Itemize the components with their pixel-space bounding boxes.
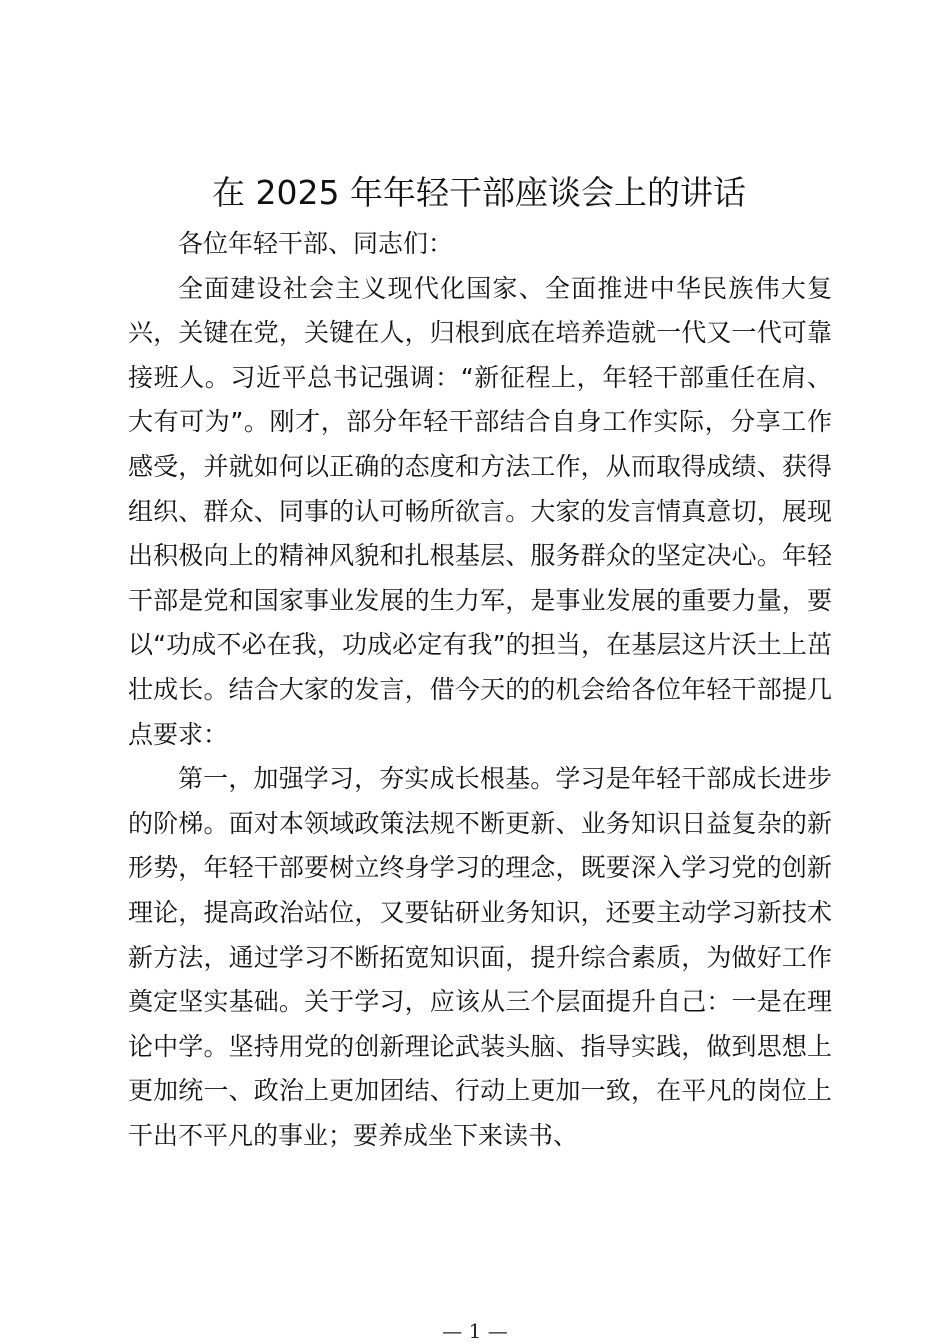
document-body xyxy=(128,222,832,1158)
page-number: — 1 — xyxy=(442,1319,508,1343)
salutation: 各位年轻干部、同志们： xyxy=(178,229,454,258)
paragraph-2: 第一，加强学习，夯实成长根基。学习是年轻干部成长进步的阶梯。面对本领域政策法规不断更新、业务知识日益复杂的新形势，年轻干部要树立终身学习的理念，既要深入学习党的创新理论，提高政治站位，又要钻研业务知识，还要主动学习新技术新方法，通过学习不断拓宽知识面，提升综合素质，为做好工作奠定坚实基础。关于学习，应该从三个层面提升自己：一是在理论中学。坚持用党的创新理论武装头脑、指导实践，做到思想上更加统一、政治上更加团结、行动上更加一致，在平凡的岗位上干出不平凡的事业；要养成坐下来读书、 xyxy=(128,764,832,1150)
document-title: 在 2025 年年轻干部座谈会上的讲话 xyxy=(212,173,746,212)
paragraph-1: 全面建设社会主义现代化国家、全面推进中华民族伟大复兴，关键在党，关键在人，归根到底在培养造就一代又一代可靠接班人。习近平总书记强调：“新征程上，年轻干部重任在肩、大有可为”。刚才，部分年轻干部结合自身工作实际，分享工作感受，并就如何以正确的态度和方法工作，从而取得成绩、获得组织、群众、同事的认可畅所欲言。大家的发言情真意切，展现出积极向上的精神风貌和扎根基层、服务群众的坚定决心。年轻干部是党和国家事业发展的生力军，是事业发展的重要力量，要以“功成不必在我，功成必定有我”的担当，在基层这片沃土上茁壮成长。结合大家的发言，借今天的的机会给各位年轻干部提几点要求： xyxy=(128,273,832,749)
